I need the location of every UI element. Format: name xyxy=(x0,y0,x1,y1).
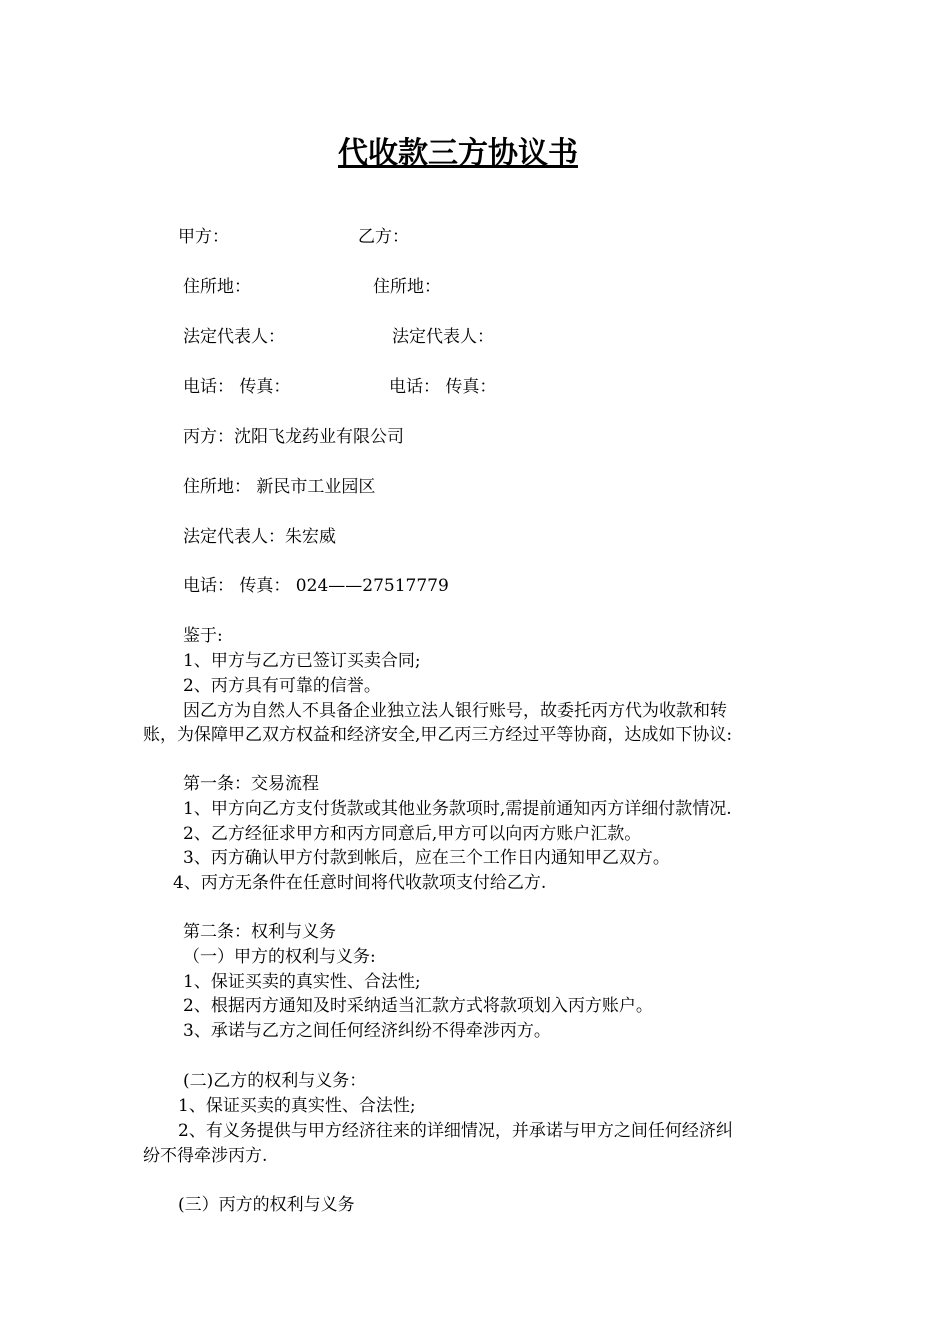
article-2-sub-1-item-2: 2、根据丙方通知及时采纳适当汇款方式将款项划入丙方账户。 xyxy=(183,996,653,1016)
party-c-phone-fax: 电话： 传真： 024——27517779 xyxy=(183,576,449,596)
article-1-heading: 第一条：交易流程 xyxy=(183,774,319,794)
article-2-sub-1-heading: （一）甲方的权利与义务: xyxy=(183,947,376,967)
party-b-label: 乙方： xyxy=(358,227,409,247)
document-title: 代收款三方协议书 xyxy=(338,136,578,171)
party-b-address: 住所地： xyxy=(373,277,441,297)
article-1-item-3: 3、丙方确认甲方付款到帐后，应在三个工作日内通知甲乙双方。 xyxy=(183,848,670,868)
article-1-item-2: 2、乙方经征求甲方和丙方同意后,甲方可以向丙方账户汇款。 xyxy=(183,824,642,844)
recital-item-1: 1、甲方与乙方已签订买卖合同; xyxy=(183,651,421,671)
party-a-address: 住所地： xyxy=(183,277,251,297)
recital-item-2: 2、丙方具有可靠的信誉。 xyxy=(183,676,381,696)
article-1-item-4: 4、丙方无条件在任意时间将代收款项支付给乙方. xyxy=(173,873,547,893)
party-c-legal-rep: 法定代表人：朱宏威 xyxy=(183,527,336,547)
article-2-sub-2-heading: (二)乙方的权利与义务： xyxy=(183,1071,367,1091)
article-2-sub-2-item-1: 1、保证买卖的真实性、合法性; xyxy=(178,1096,416,1116)
recital-paragraph-line-2: 账，为保障甲乙双方权益和经济安全,甲乙丙三方经过平等协商，达成如下协议: xyxy=(143,725,733,745)
party-a-phone-fax: 电话： 传真： xyxy=(183,377,291,397)
party-c-address: 住所地： 新民市工业园区 xyxy=(183,477,376,497)
party-c-name: 丙方：沈阳飞龙药业有限公司 xyxy=(183,427,404,447)
article-2-sub-3-heading: (三）丙方的权利与义务 xyxy=(178,1195,355,1215)
article-2-sub-2-item-2-line-2: 纷不得牵涉丙方. xyxy=(143,1146,268,1166)
article-2-sub-1-item-1: 1、保证买卖的真实性、合法性; xyxy=(183,972,421,992)
article-2-sub-1-item-3: 3、承诺与乙方之间任何经济纠纷不得牵涉丙方。 xyxy=(183,1021,551,1041)
article-1-item-1: 1、甲方向乙方支付货款或其他业务款项时,需提前通知丙方详细付款情况. xyxy=(183,799,732,819)
party-a-label: 甲方： xyxy=(178,227,229,247)
party-b-phone-fax: 电话： 传真： xyxy=(389,377,497,397)
recital-paragraph-line-1: 因乙方为自然人不具备企业独立法人银行账号，故委托丙方代为收款和转 xyxy=(183,701,727,721)
article-2-sub-2-item-2-line-1: 2、有义务提供与甲方经济往来的详细情况，并承诺与甲方之间任何经济纠 xyxy=(178,1121,733,1141)
party-b-legal-rep: 法定代表人： xyxy=(392,327,494,347)
recitals-heading: 鉴于: xyxy=(183,626,223,646)
party-a-legal-rep: 法定代表人： xyxy=(183,327,285,347)
article-2-heading: 第二条：权利与义务 xyxy=(183,922,336,942)
